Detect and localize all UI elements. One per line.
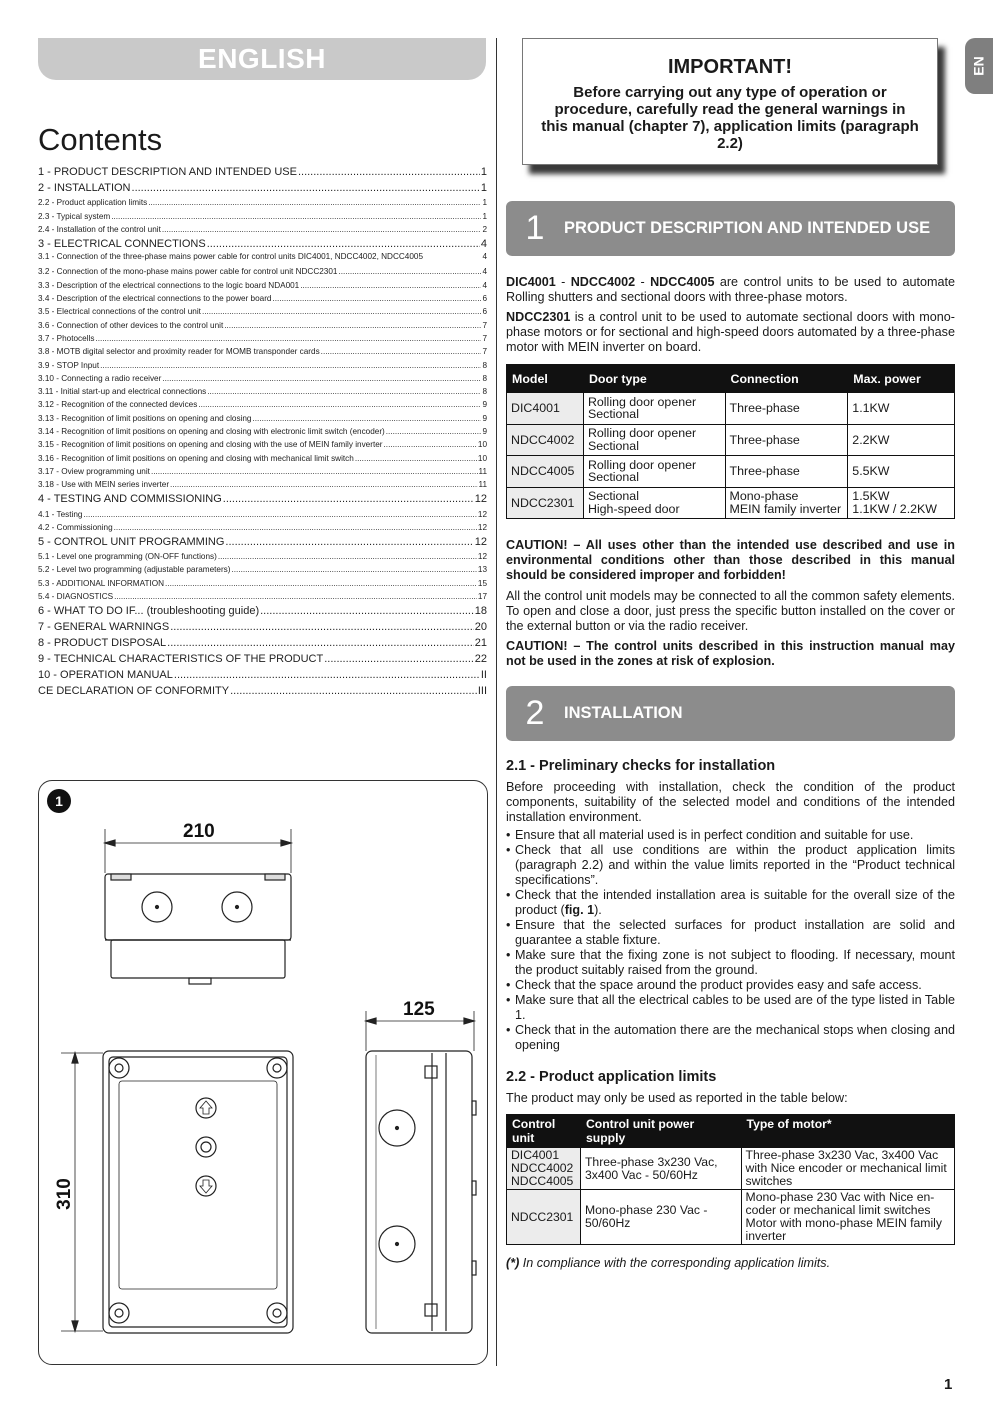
section-1-number: 1 bbox=[525, 209, 545, 247]
toc-leader-dots bbox=[207, 238, 480, 250]
checklist-item: • Make sure that the fixing zone is not subject to flooding. If necessary, mount the product suitably raised from the ground. bbox=[506, 948, 955, 978]
toc-leader-dots bbox=[272, 294, 481, 303]
dimension-depth-label: 125 bbox=[403, 999, 435, 1020]
toc-leader-dots bbox=[223, 493, 474, 505]
toc-entry-page: 2 bbox=[482, 224, 487, 234]
table-cell: DIC4001 NDCC4002 NDCC4005 bbox=[507, 1148, 581, 1190]
toc-leader-dots bbox=[198, 400, 481, 409]
toc-entry bbox=[38, 489, 487, 505]
toc-entry bbox=[38, 574, 487, 587]
language-tab-label: EN bbox=[970, 56, 987, 76]
toc-entry bbox=[38, 436, 487, 449]
toc-leader-dots bbox=[230, 685, 477, 697]
checklist-item: • Ensure that all material used is in perfect condition and suitable for use. bbox=[506, 828, 955, 843]
toc-entry bbox=[38, 601, 487, 617]
toc-entry-title: 6 - WHAT TO DO IF... (troubleshooting guide) bbox=[38, 605, 260, 618]
toc-entry bbox=[38, 548, 487, 561]
toc-entry-page: 20 bbox=[474, 621, 487, 634]
toc-entry-title: 5.3 - ADDITIONAL INFORMATION bbox=[38, 578, 165, 588]
toc-entry bbox=[38, 290, 487, 303]
toc-entry-page: 12 bbox=[477, 509, 487, 519]
toc-leader-dots bbox=[151, 467, 478, 476]
toc-entry-page: 7 bbox=[482, 333, 487, 343]
toc-entry bbox=[38, 263, 487, 276]
toc-entry-page: 8 bbox=[482, 387, 487, 397]
toc-entry-title: 3.15 - Recognition of limit positions on opening and closing with the use of MEIN family inverter bbox=[38, 440, 383, 450]
toc-leader-dots bbox=[83, 510, 476, 519]
toc-entry-page: 4 bbox=[482, 251, 487, 261]
caution-explosion: CAUTION! – The control units described in this instruction manual may not be used in the zones at risk of explosion. bbox=[506, 639, 955, 668]
toc-entry bbox=[38, 343, 487, 356]
toc-entry-title: 5.2 - Level two programming (adjustable parameters) bbox=[38, 565, 231, 575]
toc-entry bbox=[38, 476, 487, 489]
table-cell: Rolling door opener Sectional bbox=[583, 456, 725, 488]
toc-entry-title: 2.4 - Installation of the control unit bbox=[38, 224, 161, 234]
toc-entry bbox=[38, 207, 487, 220]
checklist-item: • Check that in the automation there are the mechanical stops when closing and opening bbox=[506, 1023, 955, 1053]
toc-entry-page: 22 bbox=[474, 653, 487, 666]
model-ndcc4005: NDCC4005 bbox=[650, 275, 715, 289]
table-cell: NDCC4005 bbox=[507, 456, 584, 488]
toc-leader-dots bbox=[148, 198, 481, 207]
toc-entry-page: 1 bbox=[480, 182, 487, 194]
toc-entry-title: 3.11 - Initial start-up and electrical connections bbox=[38, 387, 207, 397]
toc-entry-page: 4 bbox=[480, 237, 487, 250]
toc-entry-title: 3.13 - Recognition of limit positions on opening and closing bbox=[38, 413, 252, 423]
toc-entry bbox=[38, 649, 487, 665]
toc-entry-page: 1 bbox=[482, 211, 487, 221]
toc-leader-dots bbox=[100, 361, 481, 370]
toc-entry-title: 3.3 - Description of the electrical connections to the logic board NDA001 bbox=[38, 280, 300, 290]
table-of-contents bbox=[38, 162, 487, 697]
toc-entry-title: 10 - OPERATION MANUAL bbox=[38, 669, 173, 682]
toc-entry bbox=[38, 316, 487, 329]
toc-entry-page: 12 bbox=[474, 493, 487, 506]
model-ndcc4002: NDCC4002 bbox=[570, 275, 636, 289]
toc-leader-dots bbox=[170, 621, 474, 633]
model-ndcc2301: NDCC2301 bbox=[506, 310, 571, 324]
model-dic4001: DIC4001 bbox=[506, 275, 556, 289]
toc-entry bbox=[38, 409, 487, 422]
toc-entry-page: 8 bbox=[482, 373, 487, 383]
toc-entry-title: 3.1 - Connection of the three-phase mains power cable for control units DIC4001, NDCC4002, NDCC4005 bbox=[38, 251, 424, 261]
toc-leader-dots bbox=[111, 212, 481, 221]
separator: - bbox=[555, 275, 571, 289]
checklist-item: • Make sure that all the electrical cables to be used are of the type listed in Table 1. bbox=[506, 993, 955, 1023]
toc-entry-title: 3.5 - Electrical connections of the control unit bbox=[38, 307, 201, 317]
toc-leader-dots bbox=[386, 427, 482, 436]
language-banner bbox=[38, 38, 486, 80]
toc-entry bbox=[38, 423, 487, 436]
table-cell: Three-phase 3x230 Vac, 3x400 Vac with Nice encoder or mechanical limit switches bbox=[741, 1148, 954, 1190]
toc-leader-dots bbox=[95, 334, 481, 343]
toc-entry bbox=[38, 276, 487, 289]
toc-entry-page: 9 bbox=[482, 427, 487, 437]
toc-entry-title: 3.2 - Connection of the mono-phase mains power cable for control unit NDCC2301 bbox=[38, 267, 338, 277]
table-header-cell: Connection bbox=[725, 365, 848, 393]
toc-entry bbox=[38, 681, 487, 697]
toc-entry-title: 7 - GENERAL WARNINGS bbox=[38, 621, 170, 634]
toc-leader-dots bbox=[300, 281, 481, 290]
toc-entry bbox=[38, 588, 487, 601]
toc-entry bbox=[38, 356, 487, 369]
toc-entry-title: 3.18 - Use with MEIN series inverter bbox=[38, 480, 170, 490]
toc-leader-dots bbox=[207, 387, 481, 396]
toc-entry bbox=[38, 194, 487, 207]
toc-entry-title: 5 - CONTROL UNIT PROGRAMMING bbox=[38, 535, 225, 548]
section-2-number: 2 bbox=[525, 694, 545, 732]
toc-leader-dots bbox=[355, 454, 477, 463]
important-body: Before carrying out any type of operation or procedure, carefully read the general warnings in this manual (chapter 7), application limits (paragraph 2.2) bbox=[541, 84, 919, 152]
toc-entry-page: 7 bbox=[482, 347, 487, 357]
table-header-cell: Door type bbox=[583, 365, 725, 393]
toc-entry-title: 2 - INSTALLATION bbox=[38, 182, 131, 194]
table-cell: NDCC2301 bbox=[507, 1190, 581, 1245]
table-header-cell: Control unit power supply bbox=[580, 1115, 741, 1148]
toc-entry bbox=[38, 234, 487, 250]
table-cell: 1.1KW bbox=[848, 393, 955, 425]
table-cell: Mono-phase MEIN family inverter bbox=[725, 487, 848, 519]
toc-entry-title: 2.3 - Typical system bbox=[38, 211, 111, 221]
toc-leader-dots bbox=[162, 225, 482, 234]
toc-entry bbox=[38, 561, 487, 574]
table-cell: Three-phase bbox=[725, 456, 848, 488]
table-row bbox=[507, 487, 955, 519]
toc-entry bbox=[38, 505, 487, 518]
toc-entry-title: 3.16 - Recognition of limit positions on opening and closing with mechanical limit switch bbox=[38, 453, 354, 463]
toc-entry-title: 3.12 - Recognition of the connected devices bbox=[38, 400, 198, 410]
toc-entry-page: 12 bbox=[477, 552, 487, 562]
checklist-item: • Check that all use conditions are within the product application limits (paragraph 2.2) and within the value limits reported in the “Product technical specifications”. bbox=[506, 843, 955, 888]
table-cell: Three-phase 3x230 Vac, 3x400 Vac - 50/60Hz bbox=[580, 1148, 741, 1190]
toc-leader-dots bbox=[384, 440, 477, 449]
toc-entry-page: II bbox=[480, 669, 487, 682]
table-cell: 5.5KW bbox=[848, 456, 955, 488]
toc-entry bbox=[38, 633, 487, 649]
toc-entry-page: 12 bbox=[477, 522, 487, 532]
table-cell: Rolling door opener Sectional bbox=[583, 424, 725, 456]
table-cell: Three-phase bbox=[725, 393, 848, 425]
toc-entry-page: 6 bbox=[482, 294, 487, 304]
toc-entry-title: 2.2 - Product application limits bbox=[38, 198, 148, 208]
caution-improper-use: CAUTION! – All uses other than the intended use described and use in environmental conditions other than those described in this manual should be considered improper and forbidden! bbox=[506, 538, 955, 582]
section-2-header bbox=[506, 686, 955, 741]
toc-entry bbox=[38, 370, 487, 383]
toc-entry-title: 3 - ELECTRICAL CONNECTIONS bbox=[38, 237, 206, 250]
toc-leader-dots bbox=[170, 480, 477, 489]
table-row bbox=[507, 1190, 955, 1245]
checklist-item: • Ensure that the selected surfaces for product installation are solid and guarantee a stable fixture. bbox=[506, 918, 955, 948]
checklist-item: • Check that the intended installation area is suitable for the overall size of the product (fig. 1). bbox=[506, 888, 955, 918]
toc-leader-dots bbox=[167, 637, 474, 649]
checklist-item: • Check that the space around the product provides easy and safe access. bbox=[506, 978, 955, 993]
toc-entry-page: 6 bbox=[482, 307, 487, 317]
toc-leader-dots bbox=[225, 536, 473, 548]
toc-leader-dots bbox=[165, 579, 477, 588]
toc-entry bbox=[38, 532, 487, 548]
safety-paragraph: All the control unit models may be connected to all the common safety elements. To open and close a door, just press the specific button installed on the cover or the external button or via the radio receiver. bbox=[506, 589, 955, 633]
subsection-2-1-title: 2.1 - Preliminary checks for installation bbox=[506, 758, 776, 774]
table-row bbox=[507, 456, 955, 488]
toc-entry-title: 3.9 - STOP Input bbox=[38, 360, 100, 370]
language-tab-en bbox=[965, 38, 993, 94]
contents-title: Contents bbox=[38, 122, 163, 157]
toc-entry-page: 13 bbox=[477, 565, 487, 575]
toc-leader-dots bbox=[324, 653, 474, 665]
toc-entry-title: 5.1 - Level one programming (ON-OFF functions) bbox=[38, 552, 217, 562]
toc-entry-page: 7 bbox=[482, 320, 487, 330]
toc-entry-page: 4 bbox=[482, 267, 487, 277]
table-cell: NDCC4002 bbox=[507, 424, 584, 456]
figure-badge: 1 bbox=[47, 789, 71, 813]
table-cell: Mono-phase 230 Vac with Nice en-coder or mechanical limit switches Motor with mono-phase MEIN family inverter bbox=[741, 1190, 954, 1245]
toc-leader-dots bbox=[252, 414, 481, 423]
toc-entry-title: 8 - PRODUCT DISPOSAL bbox=[38, 637, 167, 650]
column-divider bbox=[496, 38, 497, 1366]
control-unit-drawing bbox=[39, 781, 489, 1366]
table-header-cell: Type of motor* bbox=[741, 1115, 954, 1148]
toc-entry bbox=[38, 449, 487, 462]
toc-entry-page: 12 bbox=[474, 535, 487, 548]
toc-entry-page: 21 bbox=[474, 637, 487, 650]
toc-leader-dots bbox=[202, 307, 482, 316]
toc-leader-dots bbox=[132, 182, 480, 194]
figure-1-dimensions bbox=[38, 780, 488, 1365]
section-1-header bbox=[506, 201, 955, 256]
language-banner-text: ENGLISH bbox=[198, 43, 326, 74]
toc-leader-dots bbox=[298, 166, 480, 178]
table-row bbox=[507, 393, 955, 425]
important-notice-box bbox=[522, 38, 938, 165]
dimension-width-label: 210 bbox=[183, 821, 215, 842]
toc-leader-dots bbox=[114, 523, 477, 532]
toc-leader-dots bbox=[224, 321, 481, 330]
toc-entry-page: 8 bbox=[482, 360, 487, 370]
subsection-2-1-paragraph: Before proceeding with installation, check the condition of the product components, suitability of the selected model and conditions of the intended installation environment. bbox=[506, 780, 955, 824]
toc-entry bbox=[38, 617, 487, 633]
toc-entry-page: 1 bbox=[482, 198, 487, 208]
application-limits-table bbox=[506, 1114, 955, 1245]
page-number: 1 bbox=[944, 1376, 953, 1393]
toc-entry-title: 1 - PRODUCT DESCRIPTION AND INTENDED USE bbox=[38, 166, 297, 178]
toc-entry-page: III bbox=[477, 685, 487, 698]
toc-entry-page: 15 bbox=[477, 578, 487, 588]
table-cell: DIC4001 bbox=[507, 393, 584, 425]
toc-entry-title: CE DECLARATION OF CONFORMITY bbox=[38, 685, 230, 698]
table-cell: Three-phase bbox=[725, 424, 848, 456]
table-cell: Sectional High-speed door bbox=[583, 487, 725, 519]
toc-entry bbox=[38, 178, 487, 194]
toc-entry-title: 5.4 - DIAGNOSTICS bbox=[38, 592, 114, 602]
important-title: IMPORTANT! bbox=[667, 56, 793, 78]
toc-entry-title: 3.8 - MOTB digital selector and proximity reader for MOMB transponder cards bbox=[38, 347, 320, 357]
checklist bbox=[506, 828, 955, 1053]
toc-entry-page: 18 bbox=[474, 605, 487, 618]
table-cell: 1.5KW 1.1KW / 2.2KW bbox=[848, 487, 955, 519]
table-header-cell: Max. power bbox=[848, 365, 955, 393]
toc-leader-dots bbox=[260, 605, 474, 617]
toc-entry-title: 3.6 - Connection of other devices to the control unit bbox=[38, 320, 224, 330]
toc-entry-title: 3.17 - Oview programming unit bbox=[38, 466, 150, 476]
toc-entry bbox=[38, 665, 487, 681]
footnote-text: In compliance with the corresponding application limits. bbox=[519, 1256, 831, 1270]
models-table bbox=[506, 364, 955, 519]
toc-leader-dots bbox=[162, 374, 481, 383]
toc-entry bbox=[38, 330, 487, 343]
toc-entry-page: 10 bbox=[477, 440, 487, 450]
subsection-2-2-title: 2.2 - Product application limits bbox=[506, 1069, 717, 1085]
toc-leader-dots bbox=[174, 669, 480, 681]
toc-entry bbox=[38, 519, 487, 532]
toc-entry-title: 3.10 - Connecting a radio receiver bbox=[38, 373, 162, 383]
toc-leader-dots bbox=[321, 347, 482, 356]
toc-entry bbox=[38, 221, 487, 234]
table-header-cell: Model bbox=[507, 365, 584, 393]
toc-entry-title: 4.1 - Testing bbox=[38, 509, 83, 519]
toc-entry-page: 11 bbox=[478, 466, 487, 476]
table-row bbox=[507, 424, 955, 456]
toc-leader-dots bbox=[114, 592, 477, 601]
toc-leader-dots bbox=[218, 552, 477, 561]
toc-entry-page: 10 bbox=[477, 453, 487, 463]
toc-entry-title: 3.4 - Description of the electrical connections to the power board bbox=[38, 294, 272, 304]
toc-entry-page: 11 bbox=[478, 480, 487, 490]
toc-entry bbox=[38, 303, 487, 316]
toc-entry-page: 9 bbox=[482, 413, 487, 423]
section-2-title: INSTALLATION bbox=[564, 704, 683, 722]
subsection-2-2-paragraph: The product may only be used as reported in the table below: bbox=[506, 1091, 848, 1105]
toc-entry bbox=[38, 383, 487, 396]
table-footnote bbox=[506, 1256, 830, 1270]
table-cell: NDCC2301 bbox=[507, 487, 584, 519]
toc-entry bbox=[38, 250, 487, 263]
toc-entry-title: 3.14 - Recognition of limit positions on opening and closing with electronic limit switch (encoder) bbox=[38, 427, 385, 437]
toc-entry-title: 3.7 - Photocells bbox=[38, 333, 95, 343]
toc-entry-page: 9 bbox=[482, 400, 487, 410]
footnote-mark: (*) bbox=[506, 1256, 520, 1270]
table-row bbox=[507, 1148, 955, 1190]
table-cell: 2.2KW bbox=[848, 424, 955, 456]
toc-entry bbox=[38, 463, 487, 476]
table-cell: Rolling door opener Sectional bbox=[583, 393, 725, 425]
intro-text-2: is a control unit to be used to automate sectional doors with mono-phase motors or for sectional and high-speed doors automated by a three-phase motor with MEIN inverter on board. bbox=[506, 310, 955, 354]
toc-entry-title: 9 - TECHNICAL CHARACTERISTICS OF THE PRODUCT bbox=[38, 653, 324, 666]
table-cell: Mono-phase 230 Vac - 50/60Hz bbox=[580, 1190, 741, 1245]
section-1-title: PRODUCT DESCRIPTION AND INTENDED USE bbox=[564, 219, 931, 237]
toc-leader-dots bbox=[338, 267, 481, 276]
toc-leader-dots bbox=[232, 565, 477, 574]
toc-entry-title: 4 - TESTING AND COMMISSIONING bbox=[38, 493, 222, 506]
intro-paragraph-1 bbox=[506, 275, 955, 305]
toc-entry-page: 17 bbox=[477, 592, 487, 602]
dimension-height-label: 310 bbox=[53, 1178, 75, 1210]
toc-entry-title: 4.2 - Commissioning bbox=[38, 522, 113, 532]
toc-entry bbox=[38, 162, 487, 178]
toc-entry bbox=[38, 396, 487, 409]
separator: - bbox=[635, 275, 651, 289]
toc-entry-page: 1 bbox=[480, 166, 487, 178]
intro-paragraph-2 bbox=[506, 310, 955, 355]
toc-entry-page: 4 bbox=[482, 280, 487, 290]
intro-text-1: are control units to be used to automate Rolling shutters and sectional doors with three-phase motors. bbox=[506, 275, 955, 304]
table-header-cell: Control unit bbox=[507, 1115, 581, 1148]
